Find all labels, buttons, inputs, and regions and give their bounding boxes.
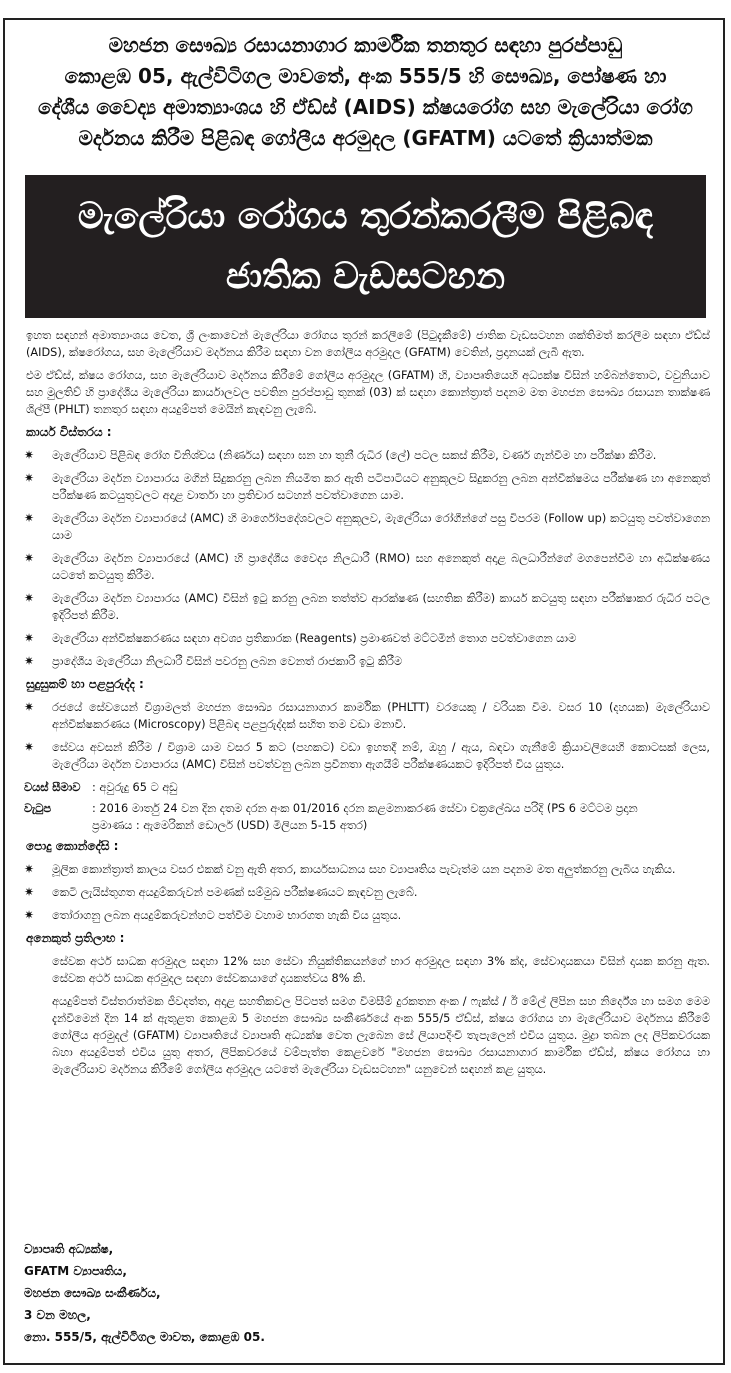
list-item-text: මැලේරියා මර්දන ව්‍යාපාරයේ (AMC) හි ප්‍රාදේශීය වෛද්‍ය නිලධාරී (RMO) සහ අනෙකුත් අදාළ බලධාරීන්ගේ මගපෙන්වීම හා අධීක්ෂණය යටතේ කටයුතු කිරීම. xyxy=(52,552,710,582)
banner-title-line2: ජාතික වැඩසටහන xyxy=(225,256,506,297)
list-item-text: මැලේරියා මර්දන ව්‍යාපාරය (AMC) විසින් ඉටු කරනු ලබන තත්ත්ව ආරක්ෂණ (සහතික කිරීම) කාර්ය කටයුතු සඳහා පරීක්ෂාකර රුධිර පටල ඉදිරිපත් කිරීම. xyxy=(52,592,710,622)
list-item xyxy=(24,739,710,773)
signature-block xyxy=(24,1238,265,1348)
salary-value: : 2016 මාර්තු 24 වන දින දතම දරන අංක 01/2016 දරන කළමනාකරණ සේවා චක්‍රලේඛය පරිදි (PS 6 මට්ටම ප්‍රදාන xyxy=(92,802,638,815)
star-bullet-icon: ✷ xyxy=(24,885,35,899)
banner-title-line1: මැලේරියා රෝගය තුරන්කරලීම පිළිබඳ xyxy=(77,196,654,237)
star-bullet-icon: ✷ xyxy=(24,591,35,605)
list-item-text: මැලේරියා මර්දන ව්‍යාපාරයේ (AMC) හි මාර්ගෝපදේශවලට අනුකූලව, මැලේරියා රෝගීන්ගේ පසු විපරම (Follow up) කටයුතු පවත්වාගෙන යාම xyxy=(52,512,710,542)
star-bullet-icon: ✷ xyxy=(24,448,35,462)
list-item xyxy=(24,884,710,901)
star-bullet-icon: ✷ xyxy=(24,740,35,754)
header-line: මහජන සෞඛ්‍ය රසායනාගාර කාර්මික තනතුර සඳහා පුරප්පාඩු xyxy=(108,33,623,57)
signature-line: GFATM ව්‍යාපෘතිය, xyxy=(24,1264,127,1278)
list-item-text: තෝරාගනු ලබන අයදුම්කරුවන්හට පත්වීම වහාම භාරගත හැකි විය යුතුය. xyxy=(52,909,402,922)
star-bullet-icon: ✷ xyxy=(24,631,35,645)
section-title-qualifications: සුදුසුකම් හා පළපුරුද්ද : xyxy=(26,677,144,691)
star-bullet-icon: ✷ xyxy=(24,511,35,525)
conditions-list xyxy=(24,861,710,924)
salary-value-continued: ප්‍රමාණය : ඇමෙරිකන් ඩොලර් (USD) මිලියන 5-15 අතර) xyxy=(92,819,368,832)
star-bullet-icon: ✷ xyxy=(24,654,35,668)
list-item xyxy=(24,550,710,584)
list-item-text: ප්‍රාදේශීය මැලේරියා නිලධාරී විසින් පවරනු ලබන වෙනත් රාජකාරි ඉටු කිරීම xyxy=(52,655,402,668)
duties-list xyxy=(24,447,710,670)
list-item-text: මැලේරියාව පිළිබඳ රෝග විනිශ්චය (නිර්ණය) සඳහා ඝන හා තුනී රුධිර (ලේ) පටල සකස් කිරීම, වර්ණ ගැන්වීම හා පරීක්ෂා කිරීම. xyxy=(52,449,657,462)
list-item xyxy=(24,470,710,504)
list-item-text: මැලේරියා අන්වීක්ෂකරණය සඳහා අවශ්‍ය ප්‍රතිකාරක (Reagents) ප්‍රමාණවත් මට්ටමින් තොග පවත්වාගෙන යාම xyxy=(52,632,577,645)
section-title-benefits: අනෙකුත් ප්‍රතිලාභ : xyxy=(26,931,125,945)
salary-label: වැටුප xyxy=(24,802,52,815)
list-item xyxy=(24,630,710,647)
star-bullet-icon: ✷ xyxy=(24,471,35,485)
star-bullet-icon: ✷ xyxy=(24,700,35,714)
list-item xyxy=(24,907,710,924)
list-item xyxy=(24,861,710,878)
list-item xyxy=(24,699,710,733)
vacancy-header xyxy=(0,30,731,154)
age-limit-value: : අවුරුදු 65 ට අඩු xyxy=(92,781,178,794)
signature-line: ව්‍යාපෘති අධ්‍යක්ෂ, xyxy=(24,1242,114,1256)
list-item-text: සේවය අවසන් කිරීම / විශ්‍රාම යාම වසර 5 කට (පහකට) වඩා ඉහතදී නම්, ඔහු / ඇය, බඳවා ගැනීමේ ක්‍රියාවලියෙහි කොටසක් ලෙස, මැලේරියා මර්දන ව්‍යාපාරය (AMC) විසින් පවත්වනු ලබන ප්‍රවීනතා ඇගයීම් පරීක්ෂණයකට ඉදිරිපත් විය යුතුය. xyxy=(52,741,710,771)
header-line: දේශීය වෛද්‍ය අමාත්‍යාංශය හි ඒඩ්ස් (AIDS) ක්ෂයරෝග සහ මැලේරියා රෝග xyxy=(38,95,693,119)
advertisement-body xyxy=(24,327,710,1084)
signature-line: 3 වන මහල, xyxy=(24,1308,91,1322)
star-bullet-icon: ✷ xyxy=(24,551,35,565)
star-bullet-icon: ✷ xyxy=(24,908,35,922)
list-item-text: කෙටි ලැයිස්තුගත අයදුම්කරුවන් පමණක් සම්මුඛ පරීක්ෂණයට කැඳවනු ලැබේ. xyxy=(52,886,418,899)
list-item xyxy=(24,590,710,624)
signature-line: නො. 555/5, ඇල්විටිගල මාවත, කොළඹ 05. xyxy=(24,1330,265,1344)
header-line: මර්දනය කිරීම පිළිබඳ ගෝලීය අරමුදල (GFATM) යටතේ ක්‍රියාත්මක xyxy=(78,126,653,150)
intro-paragraph: ඉහත සඳහන් අමාත්‍යාංශය වෙත, ශ්‍රී ලංකාවෙන් මැලේරියා රෝගය තුරන් කරලීමේ (පිටුදැකීමේ) ජාතික වැඩසටහන ශක්තිමත් කරලීම සඳහා ඒඩ්ස් (AIDS), ක්ෂරෝගය, සහ මැලේරියාව මර්දනය කිරීම සඳහා වන ගෝලීය අරමුදල (GFATM) වෙතින්, ප්‍රදානයක් ලැබී ඇත. xyxy=(26,329,710,359)
list-item xyxy=(24,510,710,544)
section-title-duties: කාර්ය විස්තරය : xyxy=(26,425,112,439)
list-item xyxy=(24,653,710,670)
benefits-paragraph: සේවක අර්ථ සාධක අරමුදල සඳහා 12% සහ සේවා නියුක්තිකයන්ගේ භාර අරමුදල සඳහා 3% ක්ද, සේවාදායකයා විසින් දායක කරනු ඇත. සේවක අර්ථ සාධක අරමුදල සඳහා සේවකයාගේ දායකත්වය 8% කි. xyxy=(52,955,710,985)
header-line: කොළඹ 05, ඇල්විටිගල මාවතේ, අංක 555/5 හි සෞඛ්‍ය, පෝෂණ හා xyxy=(64,64,667,88)
programme-banner xyxy=(25,175,706,318)
application-instructions: අයදුම්පත් විස්තරාත්මක ජීවදත්ත, අදාළ සහතිකවල පිටපත් සමග විමසීම් දුරකතන අංක / ෆැක්ස් / ඊ මේල් ලිපින සහ නිර්දේශ හා සමග මෙම දැන්වීමෙන් දින 14 ක් ඇතුළත කොළඹ 5 මහජන සෞඛ්‍ය සංකීර්ණයේ අංක 555/5 ඒඩ්ස්, ක්ෂය රෝගය හා මැලේරියාව මර්දනය කිරීමේ ගෝලීය අරමුදල් (GFATM) ව්‍යාපෘතියේ ව්‍යාපෘති අධ්‍යක්ෂ වෙත ලැබෙන සේ ලියාපදිංචි තැපැලෙන් එවිය යුතුය. මුද්‍රා තබන ලද ලිපිකවරයක බහා අයදුම්පත් එවිය යුතු අතර, ලිපිකවරයේ වම්පැත්ත කෙළවරේ "මහජන සෞඛ්‍ය රසායනාගාර කාර්මික ඒඩ්ස්, ක්ෂය රෝගය හා මැලේරියාව මර්දනය කිරීමේ ගෝලීය අරමුදල යටතේ මැලේරියා වැඩසටහන" යනුවෙන් සඳහන් කළ යුතුය. xyxy=(52,995,710,1076)
age-limit-label: වයස් සීමාව xyxy=(24,781,81,794)
section-title-conditions: පොදු කොන්දේසි : xyxy=(26,839,119,853)
list-item-text: මූලික කොන්ත්‍රාත් කාලය වසර එකක් වනු ඇති අතර, කාර්යසාධනය සහ ව්‍යාපෘතිය පැවැත්ම යන පදනම මත අලුත්කරනු ලැබිය හැකිය. xyxy=(52,863,676,876)
age-limit-row xyxy=(24,779,710,796)
list-item-text: රජයේ සේවයෙන් විශ්‍රාමලත් මහජන සෞඛ්‍ය රසායනාගාර කාර්මික (PHLTT) වරයෙකු / වරියක විම. වසර 10 (දහයක) මැලේරියාව අන්වීක්ෂකරණය (Microscopy) පිළිබඳ පළපුරුද්දක් සහිත තම වඩා මනාවි. xyxy=(52,701,710,731)
list-item xyxy=(24,447,710,464)
intro-paragraph: එම ඒඩ්ස්, ක්ෂය රෝගය, සහ මැලේරියාව මර්දනය කිරීමේ ගෝලීය අරමුදල (GFATM) හි, ව්‍යාපෘතියෙහි අධ්‍යක්ෂ විසින් හම්බන්තොට, වවුනියාව සහ මුලතිව් හි ප්‍රාදේශීය මැලේරියා කාර්යාලවල පවතින පුරප්පාඩු තුනක් (03) ක් සඳහා කොන්ත්‍රාත් පදනම මත මහජන සෞඛ්‍ය රසායන තාක්ෂණ ශිල්පී (PHLT) තනතුර සඳහා අයදුම්පත් මෙයින් කැඳවනු ලැබේ. xyxy=(26,369,710,416)
salary-row xyxy=(24,800,710,834)
qualifications-list xyxy=(24,699,710,773)
list-item-text: මැලේරියා මර්දන ව්‍යාපාරය මගින් සිදුකරනු ලබන නියමිත කර ඇති පටිපාටියට අනුකූලව සිදුකරනු ලබන අන්වීක්ෂමය පරීක්ෂණ හා අනෙකුත් පරීක්ෂණ කටයුතුවලට අදාළ වාර්තා හා ප්‍රතිචාර සටහන් පවත්වාගෙන යාම. xyxy=(52,472,710,502)
signature-line: මහජන සෞඛ්‍ය සංකීර්ණය, xyxy=(24,1286,161,1300)
star-bullet-icon: ✷ xyxy=(24,862,35,876)
